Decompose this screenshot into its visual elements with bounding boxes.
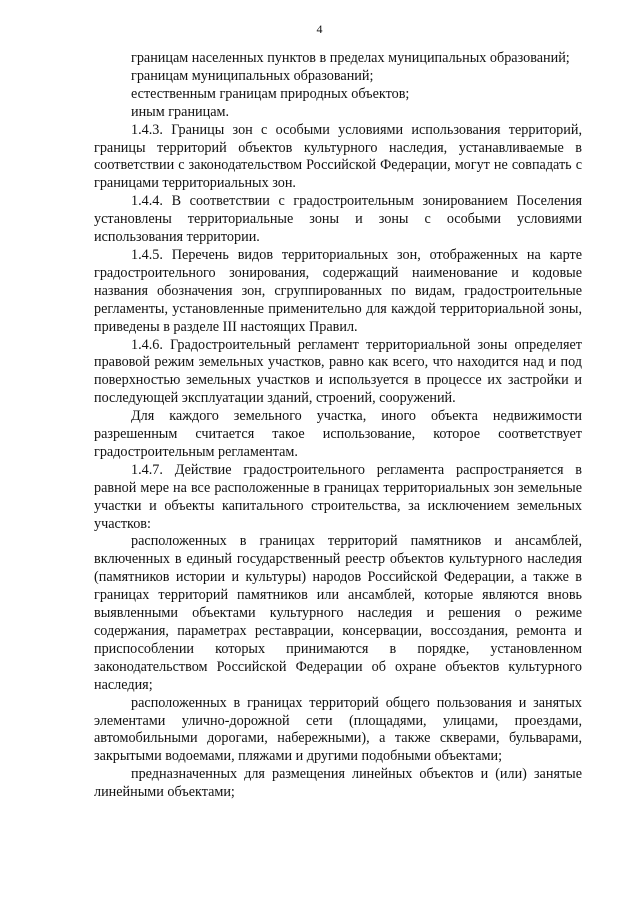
- paragraph: границам муниципальных образований;: [131, 67, 374, 84]
- page-number: 4: [316, 22, 323, 36]
- paragraph: предназначенных для размещения линейных объектов и (или) занятые линейными объектами;: [94, 766, 582, 801]
- paragraph: 1.4.7. Действие градостроительного регламента распространяется в равной мере на все расположенные в границах территориальных зон земельные участки и объекты капитального строительства, за исключением земельных участков:: [94, 461, 582, 532]
- paragraph: иным границам.: [131, 103, 230, 120]
- paragraph: 1.4.4. В соответствии с градостроительным зонированием Поселения установлены территориальные зоны и зоны с особыми условиями использования территории.: [94, 193, 582, 246]
- paragraph: 1.4.3. Границы зон с особыми условиями использования территорий, границы территорий объектов культурного наследия, устанавливаемые в соответствии с законодательством Российской Федерации, могут не совпадать с границами территориальных зон.: [94, 121, 582, 192]
- paragraph: расположенных в границах территорий общего пользования и занятых элементами улично-дорожной сети (площадями, улицами, проездами, автомобильными дорогами, набережными), а также скверами, бульварами, закрытыми водоемами, пляжами и другими подобными объектами;: [94, 694, 582, 765]
- document-body: [94, 50, 582, 802]
- paragraph: 1.4.6. Градостроительный регламент территориальной зоны определяет правовой режим земельных участков, равно как всего, что находится над и под поверхностью земельных участков и используется в процессе их застройки и последующей эксплуатации зданий, строений, сооружений.: [94, 336, 582, 407]
- paragraph: естественным границам природных объектов;: [131, 85, 410, 102]
- paragraph: границам населенных пунктов в пределах муниципальных образований;: [131, 50, 570, 66]
- paragraph: Для каждого земельного участка, иного объекта недвижимости разрешенным считается такое использование, которое соответствует градостроительным регламентам.: [94, 408, 582, 460]
- paragraph: расположенных в границах территорий памятников и ансамблей, включенных в единый государственный реестр объектов культурного наследия (памятников истории и культуры) народов Российской Федерации, а также в границах территорий памятников или ансамблей, которые являются вновь выявленными объектами культурного наследия и решения о режиме содержания, параметрах реставрации, консервации, воссоздания, ремонта и приспособлении которых принимаются в порядке, установленном законодательством Российской Федерации об охране объектов культурного наследия;: [94, 533, 582, 693]
- paragraph: 1.4.5. Перечень видов территориальных зон, отображенных на карте градостроительного зонирования, содержащий наименование и кодовые названия обозначения зон, сгруппированных по видам, градостроительные регламенты, установленные применительно для каждой территориальной зоны, приведены в разделе III настоящих Правил.: [94, 246, 582, 335]
